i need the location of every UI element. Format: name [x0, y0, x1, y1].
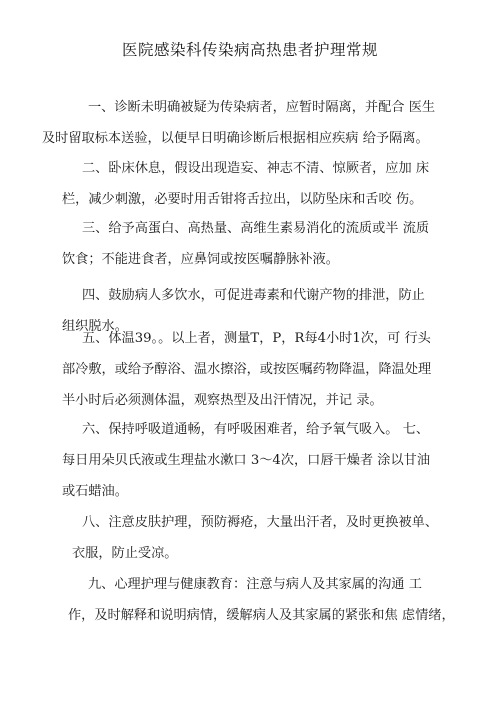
- paragraph-line: 衣服，防止受凉。: [72, 546, 178, 561]
- paragraph-5: [62, 323, 462, 416]
- paragraph-8: [72, 507, 462, 569]
- paragraph-line: 饮食；不能进食者，应鼻饲或按医嘱静脉补液。: [62, 252, 339, 267]
- paragraph-line: 或石蜡油。: [62, 484, 128, 499]
- paragraph-line: 作，及时解释和说明病情，缓解病人及其家属的紧张和焦 虑情绪，: [68, 608, 455, 623]
- paragraph-9: [68, 569, 462, 631]
- paragraph-line: 八、注意皮肤护理，预防褥疮，大量出汗者，及时更换被单、: [82, 515, 439, 530]
- paragraph-line: 二、卧床休息，假设出现造妄、神志不清、惊厥者，应加 床: [82, 161, 430, 176]
- paragraph-line: 六、保持呼吸道通畅，有呼吸困难者，给予氧气吸入。 七、: [82, 422, 430, 437]
- paragraph-line: 半小时后必须测体温，观察热型及出汗情况，并记 录。: [62, 393, 383, 408]
- document-title: 医院感染科传染病高热患者护理常规: [121, 41, 378, 59]
- paragraph-line: 栏，减少刺激，必要时用舌钳将舌拉出，以防坠床和舌咬 伤。: [62, 192, 423, 207]
- paragraph-line: 五、体温39。。以上者，测量T，P，R每4小时1次，可 行头: [82, 331, 431, 346]
- paragraph-line: 一、诊断未明确被疑为传染病者，应暂时隔离，并配合 医生: [88, 100, 436, 115]
- paragraph-line: 四、鼓励病人多饮水，可促进毒素和代谢产物的排泄，防止: [82, 288, 425, 303]
- paragraph-line: 三、给予高蛋白、高热量、高维生素易消化的流质或半 流质: [82, 221, 430, 236]
- paragraph-line: 部冷敷，或给予醇浴、温水擦浴，或按医嘱药物降温，降温处理: [62, 362, 432, 377]
- paragraph-line: 及时留取标本送验，以便早日明确诊断后根据相应疾病 给予隔离。: [42, 131, 429, 146]
- paragraph-line: 每日用朵贝氏液或生理盐水漱口 3〜4次，口唇干燥者 涂以甘油: [62, 453, 431, 468]
- paragraph-line: 九、心理护理与健康教育：注意与病人及其家属的沟通 工: [88, 577, 422, 592]
- paragraph-2: [62, 153, 462, 215]
- paragraph-line: 组织脱水。: [62, 319, 128, 334]
- paragraph-1: [42, 92, 462, 154]
- paragraph-6: [62, 414, 462, 507]
- paragraph-3: [62, 213, 462, 275]
